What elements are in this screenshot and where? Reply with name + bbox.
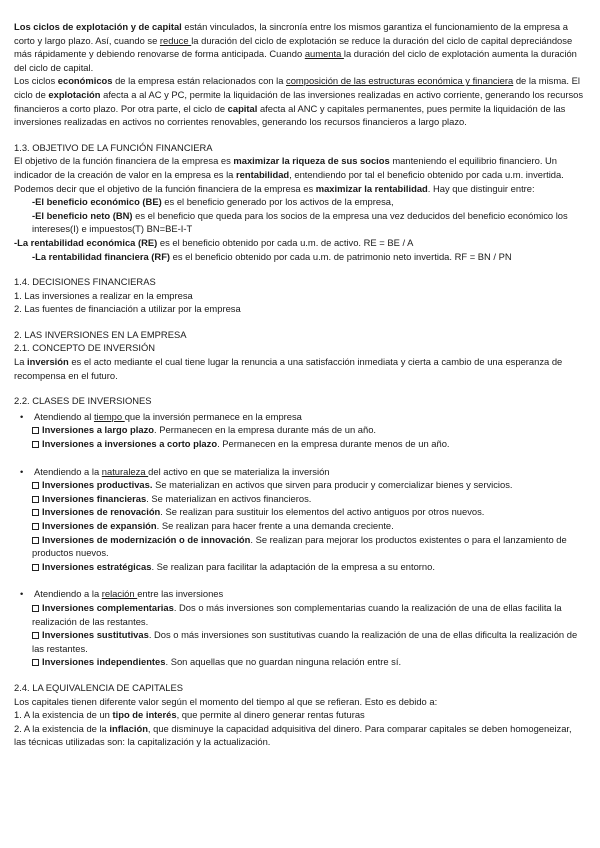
inversion-paragraph: La inversión es el acto mediante el cual tiene lugar la renuncia a una satisfacción inmediata y cierta a cambio de una esperanza de recompensa en el futuro. <box>14 356 563 381</box>
list-item: -La rentabilidad financiera (RF) es el beneficio obtenido por cada u.m. de patrimonio neto invertida. RF = BN / PN <box>32 250 512 262</box>
checkbox-square-icon <box>32 537 39 544</box>
list-item: -El beneficio económico (BE) es el beneficio generado por los activos de la empresa, <box>32 196 394 208</box>
equivalencia-paragraph: Los capitales tienen diferente valor según el momento del tiempo al que se refieran. Esto es debido a: <box>14 695 438 707</box>
checkbox-item: Inversiones de modernización o de innovación. Se realizan para mejorar los productos existentes o para el lanzamiento de productos nuevos. <box>32 533 567 559</box>
section-1-4-heading: 1.4. DECISIONES FINANCIERAS <box>14 276 156 288</box>
section-2-1-heading: 2.1. CONCEPTO DE INVERSIÓN <box>14 342 156 354</box>
checkbox-item: Inversiones independientes. Son aquellas que no guardan ninguna relación entre sí. <box>14 655 586 669</box>
list-item: 1. Las inversiones a realizar en la empresa <box>14 289 193 301</box>
intro-paragraph-1: Los ciclos de explotación y de capital están vinculados, la sincronía entre los mismos garantiza el funcionamiento de la empresa a corto y largo plazo. Así, cuando se reduce la duración del ciclo de explotación se reduce la duración del ciclo de capital depreciándose más rápidamente y debiendo renovarse de forma anticipada. Cuando aumenta la duración del ciclo de explotación aumenta la duración del ciclo de capital. <box>14 21 577 73</box>
rentabilidad-list <box>14 195 586 263</box>
checkbox-item: Inversiones estratégicas. Se realizan para facilitar la adaptación de la empresa a su entorno. <box>14 560 586 574</box>
bullet-icon: • <box>20 588 24 600</box>
list-item: 1. A la existencia de un tipo de interés, que permite al dinero generar rentas futuras <box>14 709 365 721</box>
checkbox-item: Inversiones productivas. Se materializan en activos que sirven para producir y comercializar bienes y servicios. <box>14 478 586 492</box>
list-item: -La rentabilidad económica (RE) es el beneficio obtenido por cada u.m. de activo. RE = BE / A <box>14 236 414 248</box>
equivalencia-list <box>14 708 586 749</box>
checkbox-square-icon <box>32 427 39 434</box>
section-1-3-heading: 1.3. OBJETIVO DE LA FUNCIÓN FINANCIERA <box>14 141 213 153</box>
section-1-3-paragraph: El objetivo de la función financiera de la empresa es maximizar la riqueza de sus socios manteniendo el equilibrio financiero. Un indicador de la creación de valor en la empresa es la rentabilidad, entendiendo por tal el beneficio obtenido por cada u.m. invertida. Podemos decir que el objetivo de la función financiera de la empresa es maximizar la rentabilidad. Hay que distinguir entre: <box>14 155 564 194</box>
section-2-4-heading: 2.4. LA EQUIVALENCIA DE CAPITALES <box>14 681 183 693</box>
bullet-item: • Atendiendo al tiempo que la inversión permanece en la empresa <box>20 410 302 422</box>
checkbox-square-icon <box>32 523 39 530</box>
bullet-item: • Atendiendo a la naturaleza del activo en que se materializa la inversión <box>20 465 330 477</box>
checkbox-item: Inversiones complementarias. Dos o más inversiones son complementarias cuando la realización de una de ellas facilita la realización de las restantes. <box>32 601 562 627</box>
checkbox-item: Inversiones de renovación. Se realizan para sustituir los elementos del activo antiguos por otros nuevos. <box>14 505 586 519</box>
checkbox-square-icon <box>32 605 39 612</box>
list-item: 2. A la existencia de la inflación, que disminuye la capacidad adquisitiva del dinero. Para comparar capitales se deben homogeneizar, las técnicas utilizadas son: la capitalización y la actualización. <box>14 722 572 748</box>
list-item: -El beneficio neto (BN) es el beneficio que queda para los socios de la empresa una vez deducidos del beneficio económico los intereses(I) e impuestos(T) BN=BE-I-T <box>32 209 568 235</box>
checkbox-square-icon <box>32 564 39 571</box>
checkbox-item: Inversiones de expansión. Se realizan para hacer frente a una demanda creciente. <box>14 519 586 533</box>
checkbox-square-icon <box>32 482 39 489</box>
clases-inversiones <box>14 410 586 669</box>
checkbox-square-icon <box>32 509 39 516</box>
checkbox-item: Inversiones a inversiones a corto plazo. Permanecen en la empresa durante menos de un año. <box>14 437 586 451</box>
checkbox-square-icon <box>32 441 39 448</box>
checkbox-item: Inversiones financieras. Se materializan en activos financieros. <box>14 492 586 506</box>
bullet-icon: • <box>20 410 24 422</box>
checkbox-item: Inversiones sustitutivas. Dos o más inversiones son sustitutivas cuando la realización de una de ellas dificulta la realización de las restantes. <box>32 629 578 654</box>
section-2-2-heading: 2.2. CLASES DE INVERSIONES <box>14 395 152 407</box>
section-2-heading: 2. LAS INVERSIONES EN LA EMPRESA <box>14 328 187 340</box>
checkbox-item: Inversiones a largo plazo. Permanecen en la empresa durante más de un año. <box>14 423 586 437</box>
checkbox-square-icon <box>32 659 39 666</box>
list-item: 2. Las fuentes de financiación a utilizar por la empresa <box>14 303 241 315</box>
checkbox-square-icon <box>32 632 39 639</box>
decisiones-list <box>14 289 586 316</box>
intro-paragraph-2: Los ciclos económicos de la empresa están relacionados con la composición de las estructuras económica y financiera de la misma. El ciclo de explotación afecta a al AC y PC, permite la liquidación de las inversiones realizadas en activo corriente, generando los recursos financieros a corto plazo. Por otra parte, el ciclo de capital afecta al ANC y capitales permanentes, pues permite la liquidación de las inversiones realizadas en activos no corrientes renovables, generando los recursos financieros a largo plazo. <box>14 75 584 128</box>
bullet-icon: • <box>20 465 24 477</box>
bullet-item: • Atendiendo a la relación entre las inversiones <box>20 588 224 600</box>
checkbox-square-icon <box>32 496 39 503</box>
